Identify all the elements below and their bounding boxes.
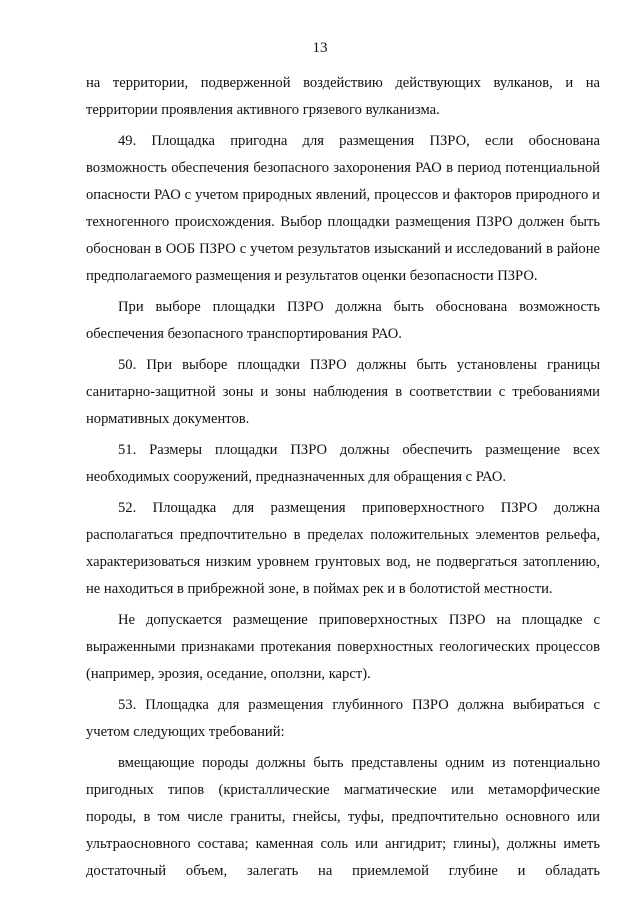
paragraph-52-restriction: Не допускается размещение приповерхностных ПЗРО на площадке с выраженными признаками протекания поверхностных геологических процессов (например, эрозия, оседание, оползни, карст). xyxy=(86,612,600,682)
page-number: 13 xyxy=(312,40,328,56)
paragraph-50: 50. При выборе площадки ПЗРО должны быть установлены границы санитарно-защитной зоны и зоны наблюдения в соответствии с требованиями нормативных документов. xyxy=(86,357,600,427)
paragraph-continuation: на территории, подверженной воздействию действующих вулканов, и на территории проявления активного грязевого вулканизма. xyxy=(86,75,600,118)
paragraph-49: 49. Площадка пригодна для размещения ПЗРО, если обоснована возможность обеспечения безопасного захоронения РАО в период потенциальной опасности РАО с учетом природных явлений, процессов и факторов природного и техногенного происхождения. Выбор площадки размещения ПЗРО должен быть обоснован в ООБ ПЗРО с учетом результатов изысканий и исследований в районе предполагаемого размещения и результатов оценки безопасности ПЗРО. xyxy=(86,133,600,284)
paragraph-51: 51. Размеры площадки ПЗРО должны обеспечить размещение всех необходимых сооружений, предназначенных для обращения с РАО. xyxy=(86,442,600,485)
paragraph-53-rocks: вмещающие породы должны быть представлены одним из потенциально пригодных типов (кристаллические магматические или метаморфические породы, в том числе граниты, гнейсы, туфы, предпочтительно основного или ультраосновного состава; каменная соль или ангидрит; глины), должны иметь достаточный объем, залегать на приемлемой глубине и обладать xyxy=(86,755,600,879)
paragraph-53: 53. Площадка для размещения глубинного ПЗРО должна выбираться с учетом следующих требований: xyxy=(86,697,600,740)
document-body xyxy=(86,70,600,889)
paragraph-49-transport: При выборе площадки ПЗРО должна быть обоснована возможность обеспечения безопасного транспортирования РАО. xyxy=(86,299,600,342)
paragraph-52: 52. Площадка для размещения приповерхностного ПЗРО должна располагаться предпочтительно в пределах положительных элементов рельефа, характеризоваться низким уровнем грунтовых вод, не подвергаться затоплению, не находиться в прибрежной зоне, в поймах рек и в болотистой местности. xyxy=(86,500,600,597)
